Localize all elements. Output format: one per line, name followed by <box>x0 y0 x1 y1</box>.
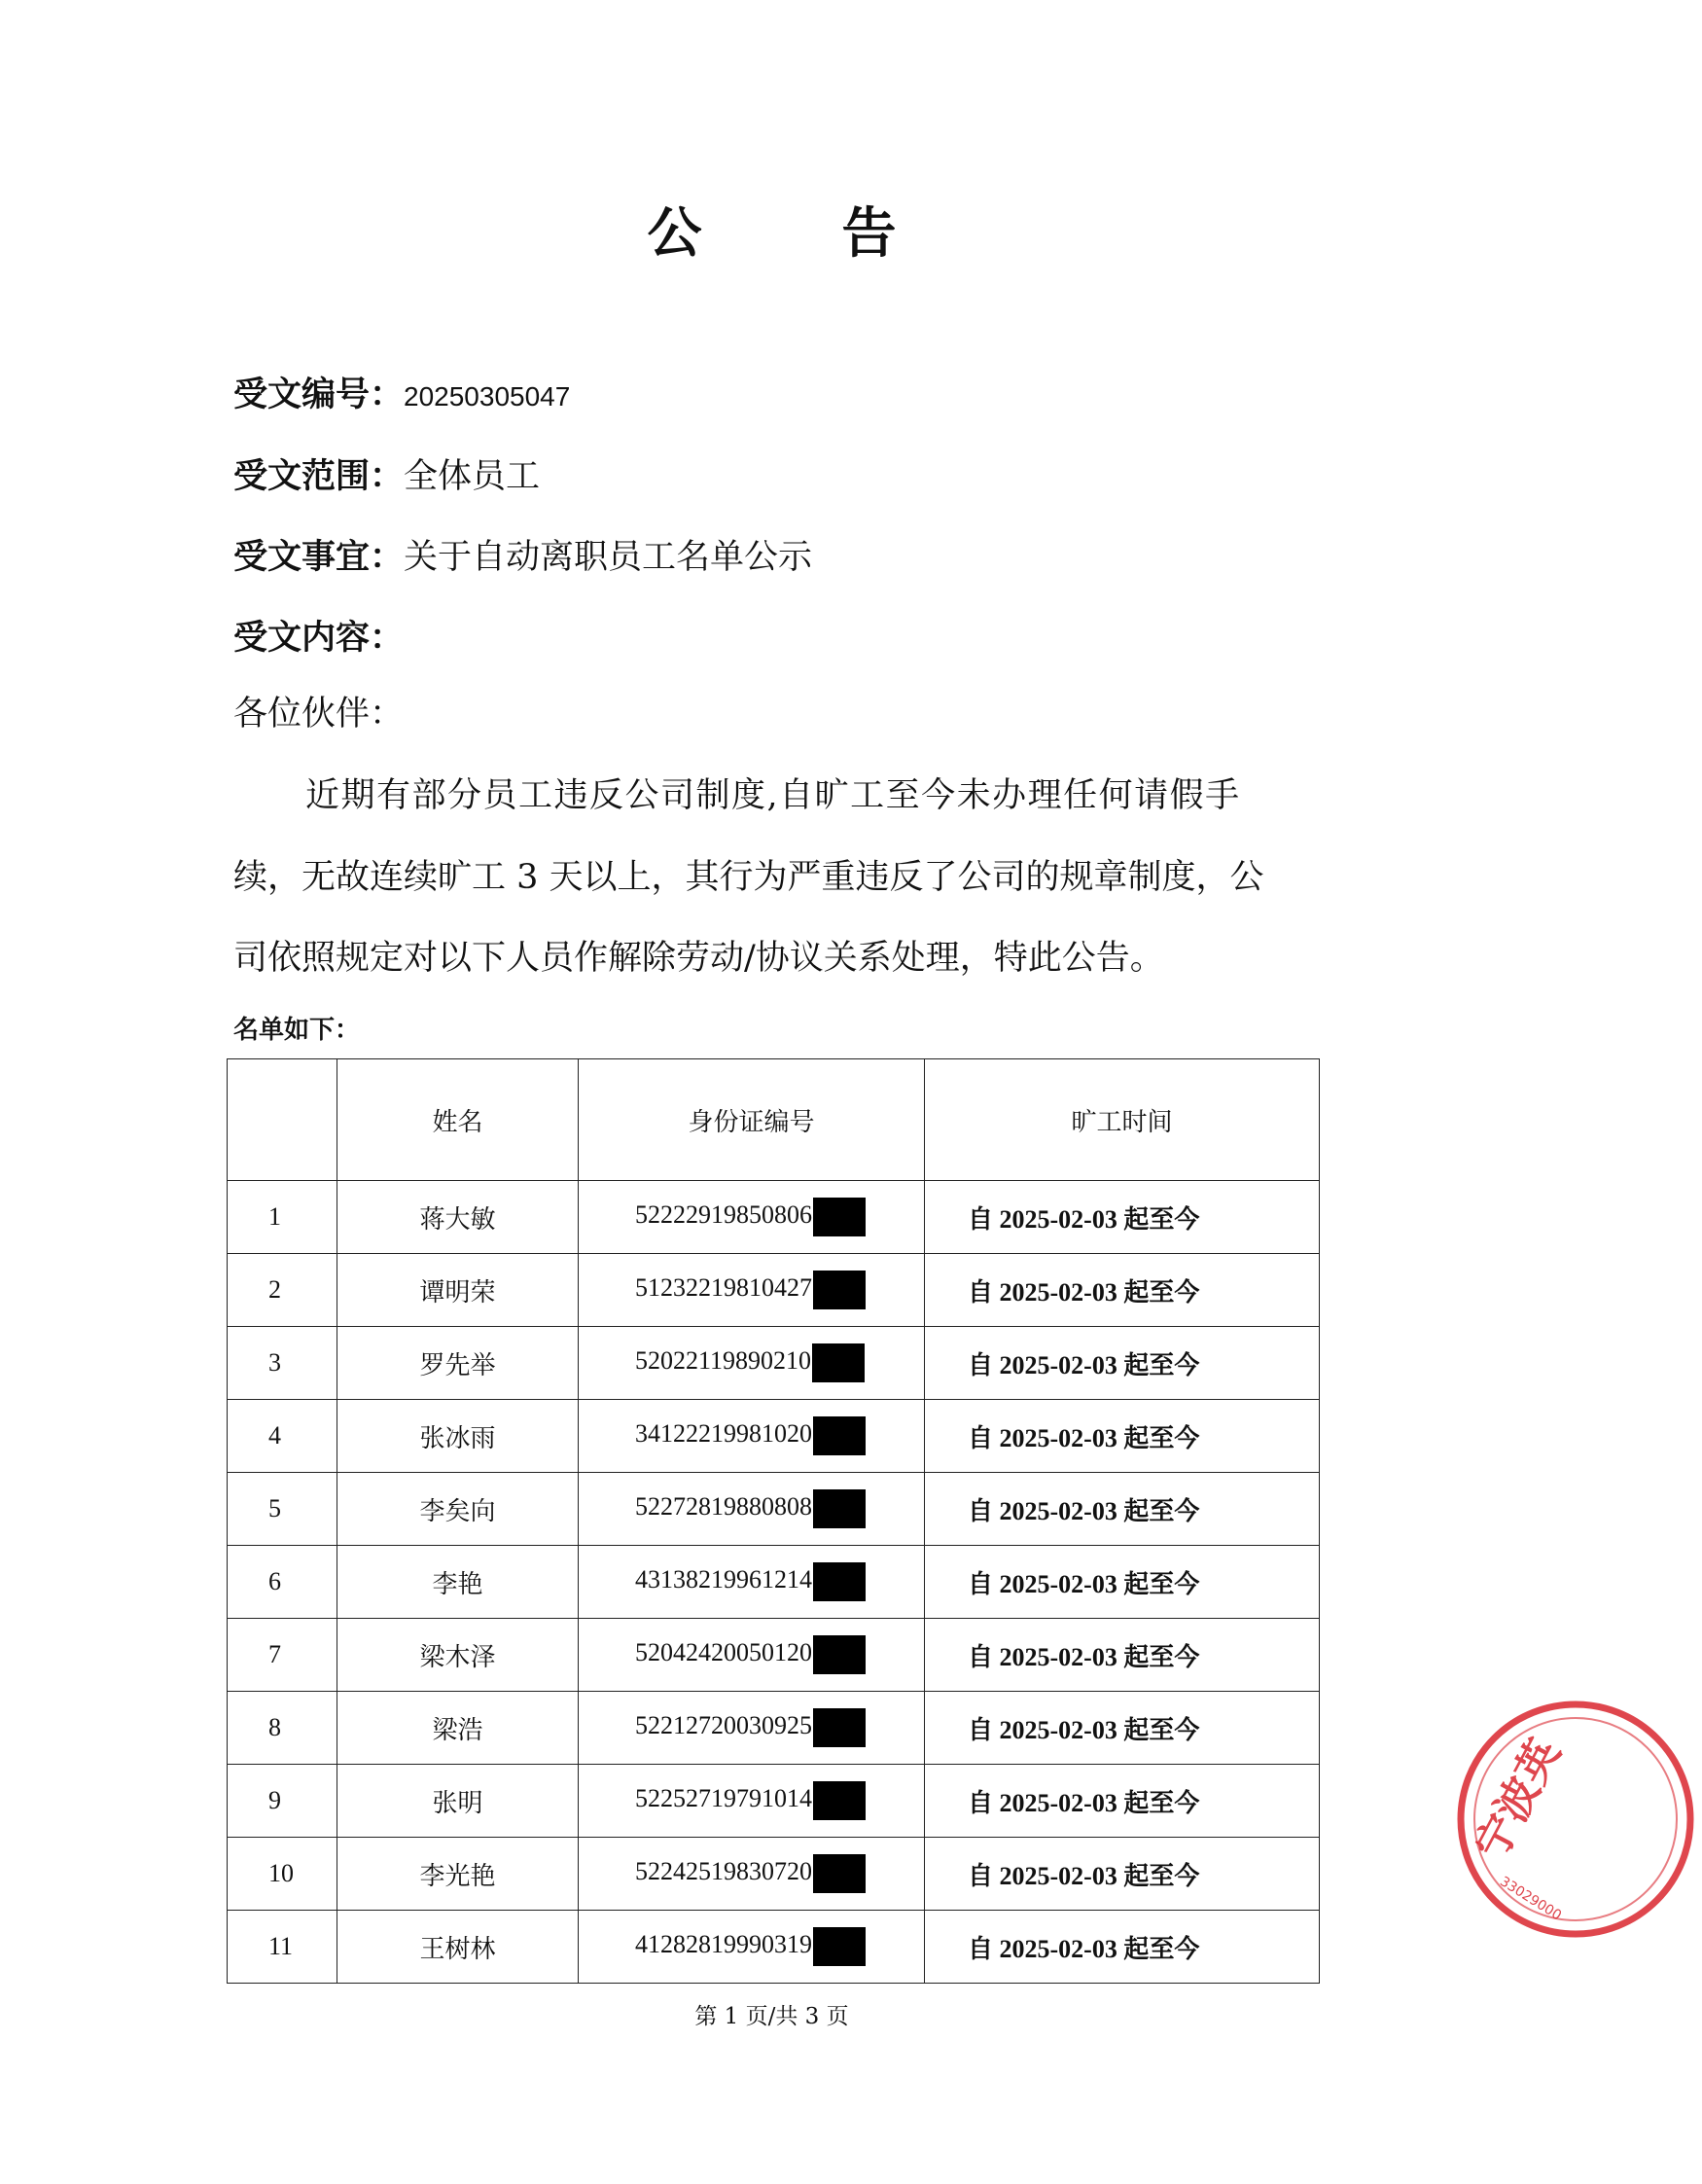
row-absence-time: 自 2025-02-03 起至今 <box>925 1765 1320 1838</box>
body-line-3: 司依照规定对以下人员作解除劳动/协议关系处理，特此公告。 <box>233 939 1164 978</box>
row-id-cell <box>579 1619 925 1692</box>
row-name: 蒋大敏 <box>337 1181 579 1254</box>
row-name: 张明 <box>337 1765 579 1838</box>
redaction-box <box>813 1708 866 1747</box>
row-index: 6 <box>228 1546 337 1619</box>
redaction-box <box>813 1562 866 1601</box>
redaction-box <box>813 1927 866 1966</box>
table-row <box>228 1765 1320 1838</box>
header-time: 旷工时间 <box>925 1059 1320 1181</box>
subject-value: 关于自动离职员工名单公示 <box>404 538 813 577</box>
body-line-1: 近期有部分员工违反公司制度,自旷工至今未办理任何请假手 <box>305 776 1241 815</box>
header-id: 身份证编号 <box>579 1059 925 1181</box>
row-absence-time: 自 2025-02-03 起至今 <box>925 1911 1320 1984</box>
page-footer: 第 1 页/共 3 页 <box>694 2004 849 2029</box>
row-id: 52042420050120 <box>635 1637 812 1666</box>
row-id-cell <box>579 1692 925 1765</box>
content-label: 受文内容： <box>233 618 405 658</box>
scope-field <box>233 449 540 498</box>
row-id: 52222919850806 <box>635 1199 812 1229</box>
subject-label: 受文事宜： <box>233 537 405 577</box>
row-id: 52252719791014 <box>635 1783 812 1812</box>
redaction-box <box>813 1635 866 1674</box>
row-index: 7 <box>228 1619 337 1692</box>
header-index <box>228 1059 337 1181</box>
row-index: 11 <box>228 1911 337 1984</box>
row-id: 52022119890210 <box>635 1345 812 1375</box>
table-row <box>228 1181 1320 1254</box>
table-row <box>228 1838 1320 1911</box>
row-id: 52272819880808 <box>635 1491 812 1521</box>
redaction-box <box>813 1416 866 1455</box>
row-absence-time: 自 2025-02-03 起至今 <box>925 1254 1320 1327</box>
redaction-box <box>813 1489 866 1528</box>
row-id: 52242519830720 <box>635 1856 812 1885</box>
table-row <box>228 1911 1320 1984</box>
row-id-cell <box>579 1911 925 1984</box>
table-header-row <box>228 1059 1320 1181</box>
redaction-box <box>813 1781 866 1820</box>
row-index: 10 <box>228 1838 337 1911</box>
row-name: 李矣向 <box>337 1473 579 1546</box>
row-index: 3 <box>228 1327 337 1400</box>
redaction-box <box>813 1271 866 1309</box>
table-row <box>228 1327 1320 1400</box>
scope-value: 全体员工 <box>404 457 541 496</box>
table-row <box>228 1619 1320 1692</box>
row-id-cell <box>579 1181 925 1254</box>
row-absence-time: 自 2025-02-03 起至今 <box>925 1546 1320 1619</box>
row-id: 41282819990319 <box>635 1929 812 1958</box>
row-id-cell <box>579 1546 925 1619</box>
row-id-cell <box>579 1327 925 1400</box>
row-index: 2 <box>228 1254 337 1327</box>
row-id-cell <box>579 1254 925 1327</box>
doc-number-label: 受文编号： <box>233 375 405 414</box>
list-label: 名单如下： <box>233 1016 361 1045</box>
table-row <box>228 1546 1320 1619</box>
subject-field <box>233 530 812 579</box>
row-index: 4 <box>228 1400 337 1473</box>
row-name: 谭明荣 <box>337 1254 579 1327</box>
redaction-box <box>812 1343 865 1382</box>
svg-text:宁波英: 宁波英 <box>1466 1731 1571 1868</box>
row-index: 9 <box>228 1765 337 1838</box>
row-absence-time: 自 2025-02-03 起至今 <box>925 1181 1320 1254</box>
redaction-box <box>813 1854 866 1893</box>
table-row <box>228 1400 1320 1473</box>
table-row <box>228 1254 1320 1327</box>
row-id-cell <box>579 1765 925 1838</box>
row-name: 李艳 <box>337 1546 579 1619</box>
row-name: 梁浩 <box>337 1692 579 1765</box>
header-name: 姓名 <box>337 1059 579 1181</box>
row-name: 张冰雨 <box>337 1400 579 1473</box>
svg-text:33029000: 33029000 <box>1497 1874 1565 1924</box>
row-absence-time: 自 2025-02-03 起至今 <box>925 1619 1320 1692</box>
row-id: 52212720030925 <box>635 1710 812 1739</box>
row-absence-time: 自 2025-02-03 起至今 <box>925 1327 1320 1400</box>
body-line-2: 续，无故连续旷工 3 天以上，其行为严重违反了公司的规章制度，公 <box>233 858 1264 897</box>
greeting: 各位伙伴： <box>233 695 405 734</box>
row-absence-time: 自 2025-02-03 起至今 <box>925 1400 1320 1473</box>
scope-label: 受文范围： <box>233 456 405 496</box>
row-name: 梁木泽 <box>337 1619 579 1692</box>
row-id-cell <box>579 1838 925 1911</box>
redaction-box <box>813 1198 866 1236</box>
row-name: 罗先举 <box>337 1327 579 1400</box>
row-absence-time: 自 2025-02-03 起至今 <box>925 1838 1320 1911</box>
row-name: 王树林 <box>337 1911 579 1984</box>
table-row <box>228 1692 1320 1765</box>
table-row <box>228 1473 1320 1546</box>
row-id: 43138219961214 <box>635 1564 812 1593</box>
page-title: 公 告 <box>647 202 940 266</box>
row-index: 5 <box>228 1473 337 1546</box>
dismissal-table <box>227 1058 1320 1984</box>
row-id-cell <box>579 1473 925 1546</box>
content-field <box>233 611 404 660</box>
row-id: 51232219810427 <box>635 1272 812 1302</box>
row-name: 李光艳 <box>337 1838 579 1911</box>
row-id-cell <box>579 1400 925 1473</box>
row-index: 8 <box>228 1692 337 1765</box>
doc-number-field <box>233 368 570 416</box>
row-absence-time: 自 2025-02-03 起至今 <box>925 1473 1320 1546</box>
row-id: 34122219981020 <box>635 1418 812 1448</box>
row-absence-time: 自 2025-02-03 起至今 <box>925 1692 1320 1765</box>
row-index: 1 <box>228 1181 337 1254</box>
company-seal-icon <box>1449 1693 1702 1946</box>
doc-number-value: 20250305047 <box>404 381 571 412</box>
